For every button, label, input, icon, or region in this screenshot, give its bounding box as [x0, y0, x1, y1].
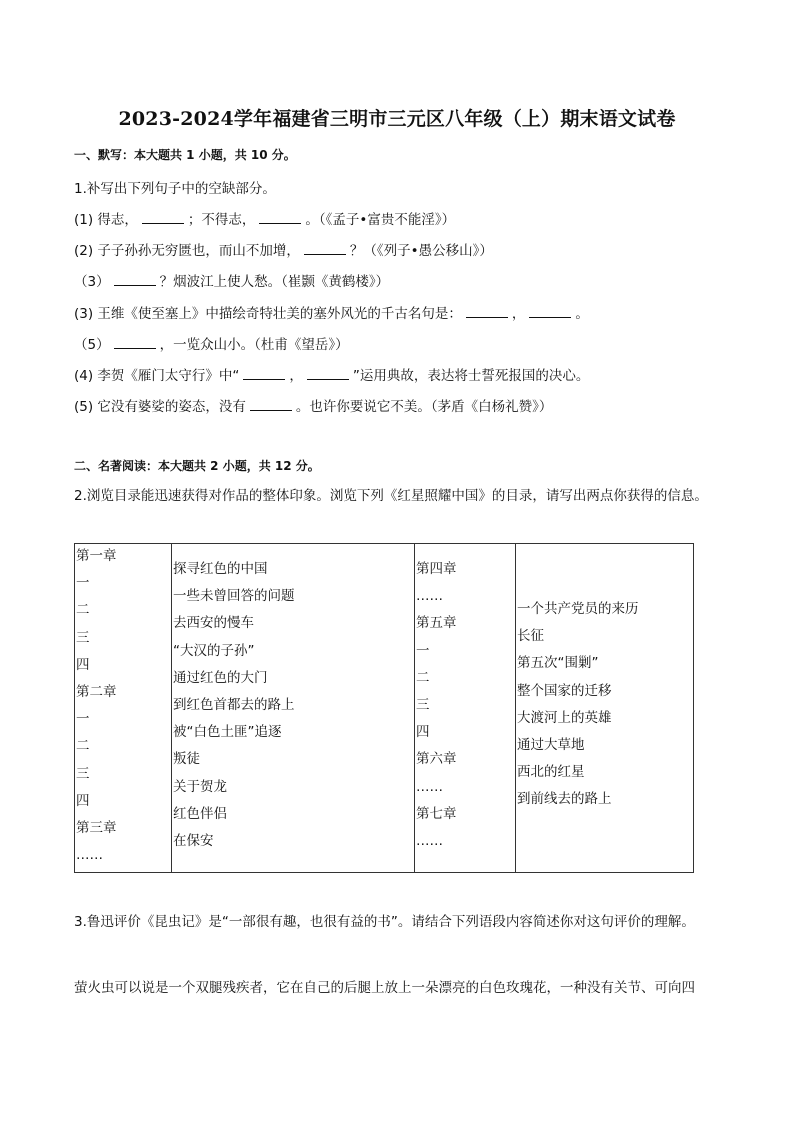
answer-blank[interactable] — [250, 398, 292, 411]
toc-entry: 通过大草地 — [517, 736, 585, 753]
answer-blank[interactable] — [304, 242, 346, 255]
answer-blank[interactable] — [142, 211, 184, 224]
toc-entry: 叛徒 — [173, 751, 200, 768]
toc-entry: 被“白色土匪”追逐 — [173, 724, 282, 741]
toc-column-chapters-1 — [75, 543, 171, 871]
toc-entry: 二 — [76, 738, 90, 755]
toc-entry: …… — [416, 588, 443, 605]
toc-entry: …… — [76, 847, 103, 864]
toc-entry: 四 — [76, 792, 90, 809]
toc-entry: 通过红色的大门 — [173, 669, 268, 686]
section-2-heading: 二、名著阅读：本大题共 2 小题，共 12 分。 — [74, 459, 320, 473]
toc-entry: 长征 — [517, 628, 544, 645]
toc-entry: 三 — [416, 696, 430, 713]
question-2-stem: 2.浏览目录能迅速获得对作品的整体印象。浏览下列《红星照耀中国》的目录，请写出两点你获得的信息。 — [74, 488, 708, 504]
question-3-passage: 萤火虫可以说是一个双腿残疾者，它在自己的后腿上放上一朵漂亮的白色玫瑰花，一种没有关节、可向四 — [74, 980, 695, 996]
answer-blank[interactable] — [243, 367, 285, 380]
toc-entry: 在保安 — [173, 832, 214, 849]
toc-entry: …… — [416, 832, 443, 849]
toc-entry: 大渡河上的英雄 — [517, 709, 612, 726]
toc-entry: 第四章 — [416, 561, 457, 577]
toc-entry: 第二章 — [76, 683, 117, 700]
toc-entry: 四 — [416, 724, 430, 741]
answer-blank[interactable] — [259, 211, 301, 224]
toc-entry: 四 — [76, 656, 90, 673]
toc-entry: 第五次“围剿” — [517, 655, 599, 672]
toc-entry: 一 — [416, 642, 430, 659]
toc-entry: 二 — [416, 669, 430, 686]
toc-column-titles-2 — [515, 596, 694, 814]
q1-item-3: （3） ？烟波江上使人愁。（崔颢《黄鹤楼》） — [74, 274, 390, 290]
q1-item-2: (2) 子子孙孙无穷匮也，而山不加增， ？（《列子•愚公移山》） — [74, 243, 493, 259]
answer-blank[interactable] — [466, 305, 508, 318]
toc-entry: 一个共产党员的来历 — [517, 601, 639, 617]
toc-entry: 第七章 — [416, 805, 457, 822]
toc-entry: 第三章 — [76, 819, 117, 836]
page-title: 2023-2024学年福建省三明市三元区八年级（上）期末语文试卷 — [118, 108, 676, 130]
toc-entry: “大汉的子孙” — [173, 642, 255, 659]
question-1-stem: 1.补写出下列句子中的空缺部分。 — [74, 181, 276, 197]
toc-entry: 到红色首都去的路上 — [173, 696, 295, 713]
toc-entry: 关于贺龙 — [173, 778, 227, 795]
toc-entry: 西北的红星 — [517, 764, 585, 781]
toc-entry: 二 — [76, 602, 90, 619]
answer-blank[interactable] — [529, 305, 571, 318]
section-1-heading: 一、默写：本大题共 1 小题，共 10 分。 — [74, 148, 296, 162]
q1-item-6: (4) 李贺《雁门太守行》中“ ， ”运用典故，表达将士誓死报国的决心。 — [74, 368, 590, 384]
toc-entry: 红色伴侣 — [173, 805, 227, 822]
answer-blank[interactable] — [307, 367, 349, 380]
q1-item-1: (1) 得志， ；不得志， 。（《孟子•富贵不能淫》） — [74, 212, 456, 228]
toc-entry: 到前线去的路上 — [517, 791, 612, 808]
toc-entry: …… — [416, 778, 443, 795]
toc-entry: 整个国家的迁移 — [517, 682, 612, 699]
toc-entry: 三 — [76, 629, 90, 646]
toc-entry: 去西安的慢车 — [173, 615, 254, 632]
toc-entry: 探寻红色的中国 — [173, 561, 268, 577]
q1-item-4: (3) 王维《使至塞上》中描绘奇特壮美的塞外风光的千古名句是： ， 。 — [74, 306, 589, 322]
table-of-contents — [74, 543, 694, 873]
q1-item-7: (5) 它没有婆娑的姿态，没有 。也许你要说它不美。（茅盾《白杨礼赞》） — [74, 399, 553, 415]
toc-entry: 一 — [76, 575, 90, 592]
toc-entry: 一些未曾回答的问题 — [173, 588, 295, 605]
toc-entry: 第六章 — [416, 751, 457, 768]
q1-item-5: （5） ，一览众山小。（杜甫《望岳》） — [74, 337, 349, 353]
toc-entry: 三 — [76, 765, 90, 782]
toc-entry: 一 — [76, 711, 90, 728]
answer-blank[interactable] — [114, 273, 156, 286]
toc-entry: 第五章 — [416, 615, 457, 632]
toc-entry: 第一章 — [76, 548, 117, 564]
question-3-stem: 3.鲁迅评价《昆虫记》是“一部很有趣，也很有益的书”。请结合下列语段内容简述你对这句评价的理解。 — [74, 914, 695, 930]
toc-column-chapters-2 — [414, 556, 516, 855]
answer-blank[interactable] — [114, 336, 156, 349]
toc-column-titles-1 — [171, 556, 415, 855]
